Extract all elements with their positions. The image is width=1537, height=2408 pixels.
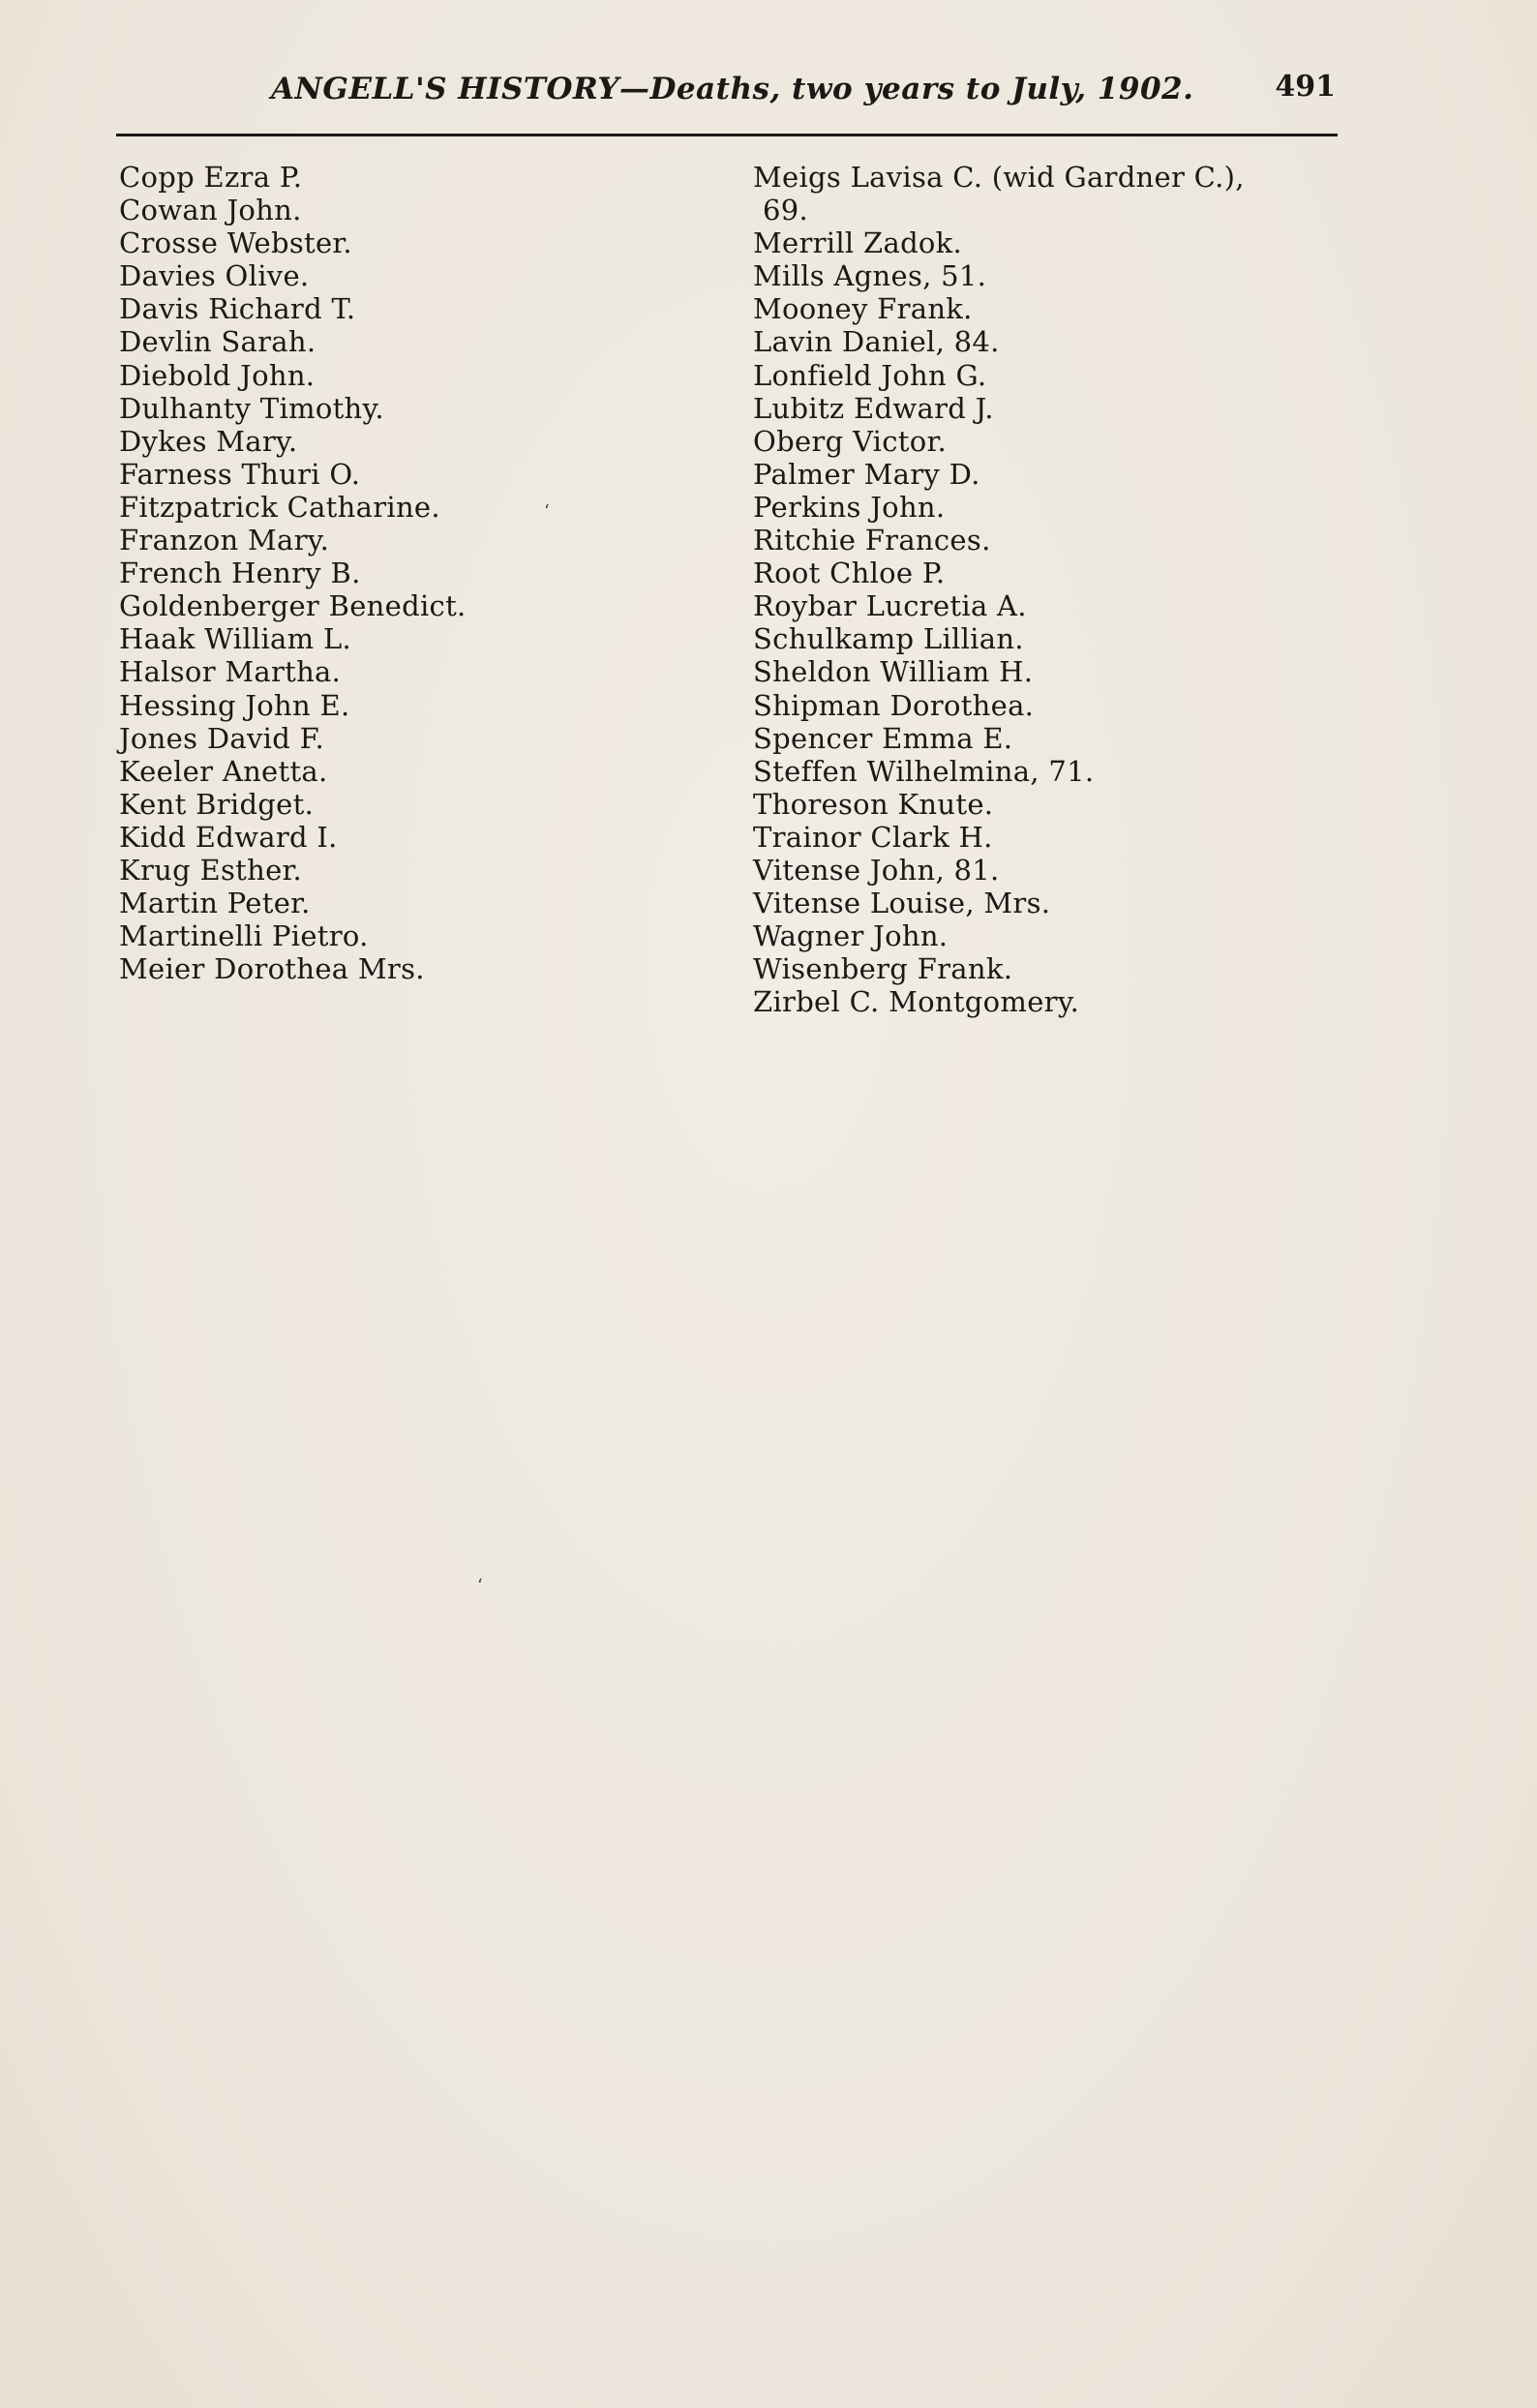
- list-item: Franzon Mary.: [119, 524, 330, 557]
- page-number: 491: [1275, 70, 1336, 104]
- list-item: Krug Esther.: [119, 853, 303, 887]
- list-item: Root Chloe P.: [753, 557, 946, 590]
- list-item: Lubitz Edward J.: [753, 391, 994, 425]
- list-item: Kidd Edward I.: [119, 820, 338, 854]
- list-item: Meigs Lavisa C. (wid Gardner C.),: [753, 161, 1245, 194]
- running-head: [116, 70, 1336, 118]
- list-item: Merrill Zadok.: [753, 226, 963, 260]
- list-item: Perkins John.: [753, 490, 946, 524]
- list-item: Roybar Lucretia A.: [753, 589, 1027, 623]
- list-item: Wisenberg Frank.: [753, 952, 1013, 986]
- list-item: French Henry B.: [119, 557, 361, 590]
- list-item: Hessing John E.: [119, 688, 350, 722]
- left-name-column: [119, 161, 661, 985]
- list-item: Zirbel C. Montgomery.: [753, 985, 1080, 1019]
- list-item: Oberg Victor.: [753, 424, 948, 458]
- list-item: Vitense Louise, Mrs.: [753, 887, 1051, 920]
- list-item: Kent Bridget.: [119, 787, 315, 821]
- running-title: ANGELL'S HISTORY—Deaths, two years to July, 1902.: [271, 72, 1194, 106]
- list-item: Copp Ezra P.: [119, 161, 303, 194]
- list-item: Dulhanty Timothy.: [119, 391, 384, 425]
- list-item: Palmer Mary D.: [753, 457, 980, 491]
- list-item: Martin Peter.: [119, 887, 311, 920]
- list-item: Mills Agnes, 51.: [753, 259, 987, 293]
- list-item: Cowan John.: [119, 194, 302, 227]
- list-item: Trainor Clark H.: [753, 820, 993, 854]
- list-item: Steffen Wilhelmina, 71.: [753, 754, 1095, 788]
- stray-print-mark: ‘: [477, 1576, 483, 1596]
- list-item: Haak William L.: [119, 622, 352, 656]
- list-item: Thoreson Knute.: [753, 787, 994, 821]
- list-item: Devlin Sarah.: [119, 325, 316, 359]
- list-item: Jones David F.: [119, 721, 325, 755]
- list-item: Lavin Daniel, 84.: [753, 325, 1000, 359]
- list-item: Farness Thuri O.: [119, 457, 361, 491]
- list-item: Keeler Anetta.: [119, 754, 328, 788]
- list-item: Halsor Martha.: [119, 655, 342, 689]
- header-rule: [116, 134, 1338, 136]
- right-name-column: [753, 161, 1372, 1018]
- stray-print-mark: ‘: [544, 501, 550, 522]
- list-item: Shipman Dorothea.: [753, 688, 1035, 722]
- list-item: Schulkamp Lillian.: [753, 622, 1024, 656]
- list-item: Vitense John, 81.: [753, 853, 1000, 887]
- list-item: Diebold John.: [119, 358, 316, 392]
- list-item: Dykes Mary.: [119, 424, 298, 458]
- list-item: Meier Dorothea Mrs.: [119, 952, 425, 986]
- list-item: Spencer Emma E.: [753, 721, 1013, 755]
- list-item: Ritchie Frances.: [753, 524, 991, 557]
- list-item: Lonfield John G.: [753, 358, 987, 392]
- list-item: Mooney Frank.: [753, 292, 973, 326]
- list-item: Davies Olive.: [119, 259, 310, 293]
- list-item: Fitzpatrick Catharine.: [119, 490, 440, 524]
- list-item-continuation: 69.: [763, 194, 809, 227]
- list-item: Wagner John.: [753, 919, 949, 953]
- list-item: Goldenberger Benedict.: [119, 589, 467, 623]
- list-item: Davis Richard T.: [119, 292, 356, 326]
- list-item: Sheldon William H.: [753, 655, 1034, 689]
- list-item: Martinelli Pietro.: [119, 919, 369, 953]
- list-item: Crosse Webster.: [119, 226, 352, 260]
